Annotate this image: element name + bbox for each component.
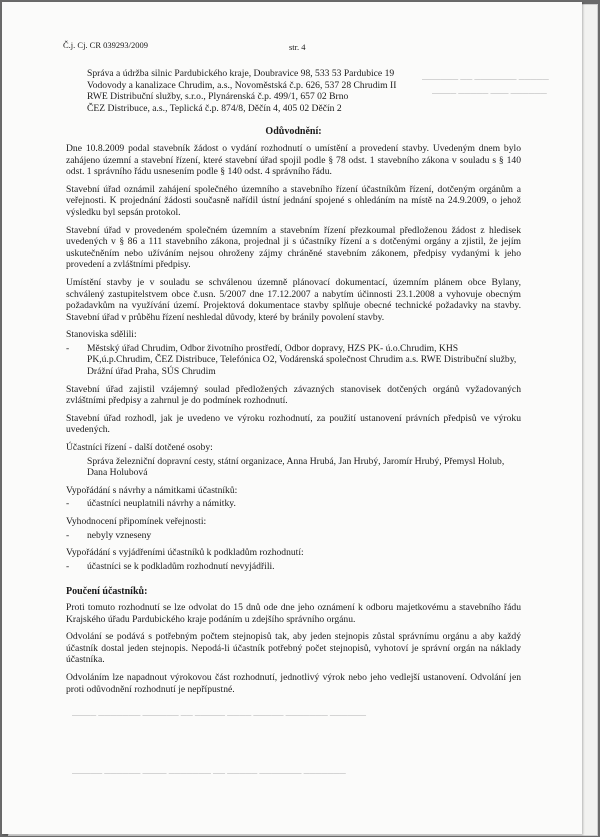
decision-paragraph: Stavební úřad rozhodl, jak je uvedeno ve výroku rozhodnutí, za použití ustanovení právních předpisů ve výroku uvedených. [66, 412, 521, 436]
reasoning-paragraph: Umístění stavby je v souladu se schválenou územně plánovací dokumentací, územním plánem obce Bylany, schválený zastupitelstvem obce č.usn. 5/2007 dne 17.12.2007 a nabytím účinnosti 23.1.2008 a vyhovuje obecným požadavkům na využívání území. Projektová dokumentace stavby splňuje obecné technické požadavky na stavby. Stavební úřad v průběhu řízení neshledal důvody, které by bránily povolení stavby. [66, 276, 521, 323]
reference-number: Č.j. Cj. CR 039293/2009 [63, 40, 149, 50]
reasoning-paragraph: Stavební úřad oznámil zahájení společného územního a stavebního řízení účastníkům řízení, dotčeným orgánům a veřejnosti. K projednání žádosti současně nařídil ústní jednání spojené s ohledáním na místě na 24.9.2009, o jehož výsledku byl sepsán protokol. [66, 183, 521, 218]
public-comments-label: Vyhodnocení připomínek veřejnosti: [66, 516, 207, 527]
bleed-through-text: ───── ────── ──── ─────── ── ───── ─────── ─────── [72, 768, 346, 778]
bleed-through-text: ────── ── ─────── ───── [422, 74, 549, 84]
instruction-paragraph: Proti tomuto rozhodnutí se lze odvolat do 15 dnů ode dne jeho oznámení k odboru majetkovému a stavebního řádu Krajského úřadu Pardubického kraje podáním u zdejšího správního orgánu. [66, 601, 521, 625]
statements-label: Stanoviska sdělili: [66, 329, 137, 341]
addressee-line: RWE Distribuční služby, s.r.o., Plynárenská č.p. 499/1, 657 02 Brno [87, 91, 349, 103]
document-page [2, 2, 582, 834]
instruction-paragraph: Odvoláním lze napadnout výrokovou část rozhodnutí, jednotlivý výrok nebo jeho vedlejší ustanovení. Odvolání jen proti odůvodnění rozhodnutí je nepřípustné. [66, 671, 521, 695]
documents-item [66, 561, 521, 573]
dash-marker: - [66, 529, 70, 541]
statements-item [66, 343, 521, 378]
instruction-paragraph: Odvolání se podává s potřebným počtem stejnopisů tak, aby jeden stejnopis zůstal správnímu orgánu a aby každý účastník dostal jeden stejnopis. Nepodá-li účastník potřebný počet stejnopisů, vyhotoví je správní orgán na náklady účastníka. [66, 631, 521, 666]
addressee-line: Vodovody a kanalizace Chrudim, a.s., Novoměstská č.p. 626, 537 28 Chrudim II [87, 79, 397, 91]
bleed-through-text: ──── ─────── ────── ── ───── ──── ───── ─────── ────── [72, 710, 367, 720]
statements-text: Městský úřad Chrudim, Odbor životního prostředí, Odbor dopravy, HZS PK- ú.o.Chrudim, KHS PK,ú.p.Chrudim, ČEZ Distribuce, Telefónica O2, Vodárenská společnost Chrudim a.s. RWE Distribuční služby, Drážní úřad Praha, SÚS Chrudim [87, 342, 517, 378]
coordination-paragraph: Stavební úřad zajistil vzájemný soulad předložených závazných stanovisek dotčených orgánů vyžadovaných zvláštními předpisy a zahrnul je do podmínek rozhodnutí. [66, 383, 521, 407]
dash-marker: - [66, 498, 70, 510]
addressee-list [87, 68, 521, 114]
bleed-through-text: ──── ───── ─── ────── [432, 88, 547, 98]
addressee-line: ČEZ Distribuce, a.s., Teplická č.p. 874/8, Děčín 4, 405 02 Děčín 2 [87, 102, 342, 114]
participants-label: Účastníci řízení - další dotčené osoby: [66, 442, 213, 454]
reasoning-paragraph: Dne 10.8.2009 podal stavebník žádost o vydání rozhodnutí o umístění a provedení stavby. Uvedeným dnem bylo zahájeno územní a stavební řízení, které stavební úřad spojil podle § 78 odst. 1 stavebního zákona v souladu s § 140 odst. 1 správního řádu usnesením podle § 140 odst. 4 správního řádu. [66, 142, 521, 178]
public-comments-text: nebyly vzneseny [87, 529, 152, 541]
instruction-heading: Poučení účastníků: [66, 586, 148, 598]
proposals-label: Vypořádání s návrhy a námitkami účastníků: [66, 484, 238, 496]
proposals-text: účastníci neuplatnili návrhy a námitky. [87, 498, 236, 510]
dash-marker: - [66, 342, 70, 354]
documents-text: účastníci se k podkladům rozhodnutí nevyjádřili. [87, 560, 275, 572]
page-number: str. 4 [289, 42, 306, 52]
proposals-item [66, 498, 521, 510]
reasoning-paragraph: Stavební úřad v provedeném společném územním a stavebním řízení přezkoumal předloženou žádost z hledisek uvedených v § 86 a 111 stavebního zákona, projednal ji s účastníky řízení a s dotčenými orgány a zjistil, že jejím uskutečněním nebo užíváním nejsou ohroženy zájmy chráněné stavebním zákonem, předpisy vydanými k jeho provedení a zvláštními předpisy. [66, 224, 521, 271]
public-comments-item [66, 530, 521, 542]
participants-names: Správa železniční dopravní cesty, státní organizace, Anna Hrubá, Jan Hrubý, Jaromír Hrubý, Přemysl Holub, Dana Holubová [87, 455, 505, 479]
addressee-line: Správa a údržba silnic Pardubického kraje, Doubravice 98, 533 53 Pardubice 19 [87, 68, 395, 79]
document-body [66, 68, 521, 701]
dash-marker: - [66, 560, 70, 572]
documents-label: Vypořádání s vyjádřeními účastníků k podkladům rozhodnutí: [66, 547, 304, 559]
reasoning-heading: Odůvodnění: [265, 126, 322, 138]
